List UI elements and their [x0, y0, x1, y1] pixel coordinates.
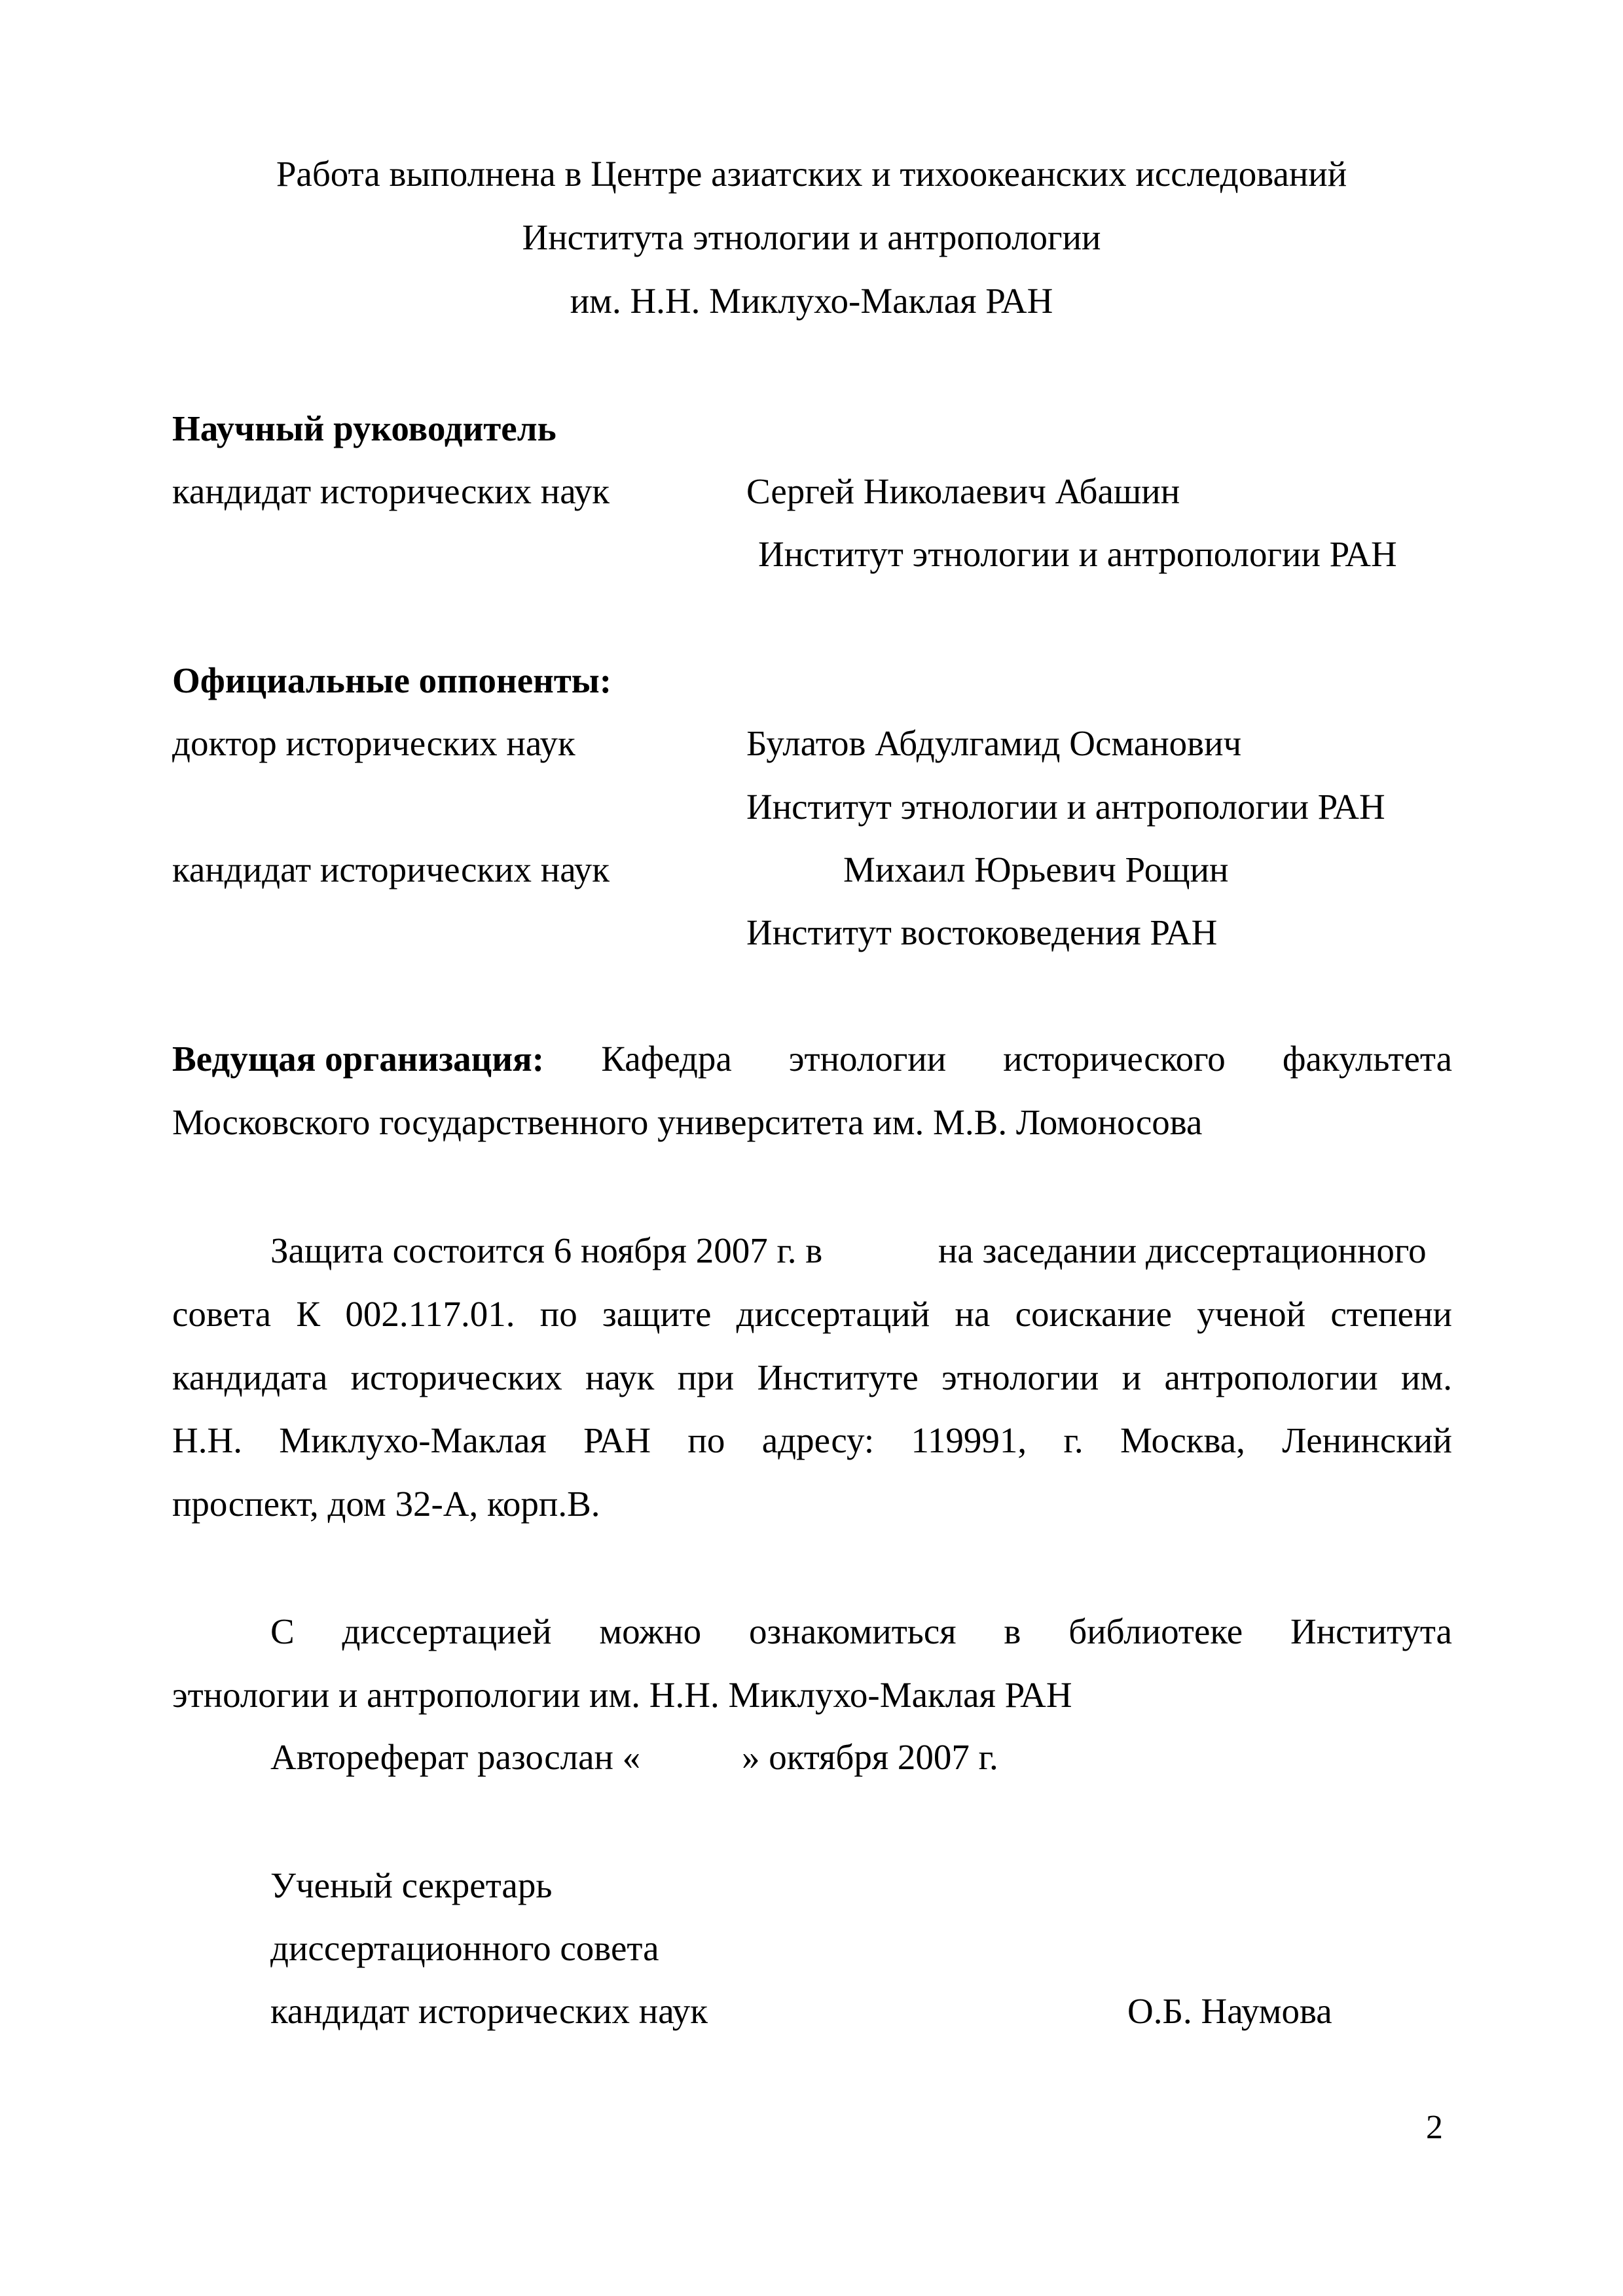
secretary-degree: кандидат исторических наук — [270, 1991, 708, 2031]
supervisor-degree: кандидат исторических наук — [172, 471, 610, 511]
supervisor-name: Сергей Николаевич Абашин — [746, 471, 1180, 511]
word: факультета — [1282, 1039, 1452, 1079]
word: Москва, — [1120, 1420, 1245, 1460]
secretary-council: диссертационного совета — [270, 1928, 659, 1968]
word: этнологии — [941, 1357, 1099, 1397]
header-line-1: Работа выполнена в Центре азиатских и тихоокеанских исследований — [276, 154, 1347, 194]
leading-org-line-2: Московского государственного университета им. М.В. Ломоносова — [172, 1102, 1203, 1142]
abstract-part-2: » октября 2007 г. — [742, 1737, 998, 1777]
leading-org-label: Ведущая организация: — [172, 1039, 545, 1079]
word: г. — [1063, 1420, 1084, 1460]
defense-line-4 — [172, 1419, 1452, 1462]
word: исторического — [1003, 1039, 1226, 1079]
word: исторических — [350, 1357, 562, 1397]
word: Ленинский — [1282, 1420, 1452, 1460]
word: по — [539, 1294, 577, 1334]
word: Н.Н. — [172, 1420, 242, 1460]
opponent-2-name: Михаил Юрьевич Рощин — [843, 850, 1229, 889]
word: 002.117.01. — [345, 1294, 515, 1334]
opponent-1-institution: Институт этнологии и антропологии РАН — [746, 787, 1385, 827]
defense-line-5: проспект, дом 32-А, корп.В. — [172, 1484, 600, 1524]
opponent-2-institution: Институт востоковедения РАН — [746, 912, 1218, 952]
word: при — [677, 1357, 735, 1397]
word: диссертацией — [342, 1611, 552, 1651]
word: 119991, — [911, 1420, 1027, 1460]
supervisor-heading: Научный руководитель — [172, 408, 556, 448]
word: этнологии — [788, 1039, 947, 1079]
word: ученой — [1197, 1294, 1306, 1334]
word: РАН — [583, 1420, 651, 1460]
word: совета — [172, 1294, 272, 1334]
word: антропологии — [1164, 1357, 1378, 1397]
word: можно — [599, 1611, 702, 1651]
word: К — [296, 1294, 321, 1334]
word: по — [687, 1420, 725, 1460]
word: наук — [585, 1357, 655, 1397]
word: Кафедра — [601, 1039, 732, 1079]
word: библиотеке — [1068, 1611, 1243, 1651]
word: им. — [1401, 1357, 1452, 1397]
secretary-title: Ученый секретарь — [270, 1865, 553, 1905]
header-line-2: Института этнологии и антропологии — [522, 217, 1101, 257]
word: ознакомиться — [749, 1611, 957, 1651]
secretary-name: О.Б. Наумова — [1127, 1991, 1332, 2031]
opponent-2-degree: кандидат исторических наук — [172, 850, 610, 889]
word: Институте — [757, 1357, 919, 1397]
opponents-heading: Официальные оппоненты: — [172, 660, 612, 700]
leading-org-line-1 — [172, 1037, 1452, 1081]
library-line-1 — [270, 1610, 1452, 1653]
defense-line-1-part-1: Защита состоится 6 ноября 2007 г. в — [270, 1230, 823, 1270]
word: соискание — [1015, 1294, 1172, 1334]
word: Института — [1290, 1611, 1452, 1651]
opponent-1-name: Булатов Абдулгамид Османович — [746, 723, 1242, 763]
opponent-1-degree: доктор исторических наук — [172, 723, 575, 763]
word: на — [955, 1294, 991, 1334]
word: адресу: — [761, 1420, 875, 1460]
word: диссертаций — [736, 1294, 930, 1334]
page-number: 2 — [1426, 2109, 1443, 2146]
word: Миклухо-Маклая — [279, 1420, 547, 1460]
library-line-2: этнологии и антропологии им. Н.Н. Миклухо-Маклая РАН — [172, 1675, 1072, 1715]
supervisor-institution: Институт этнологии и антропологии РАН — [758, 534, 1397, 574]
word: степени — [1330, 1294, 1452, 1334]
defense-line-2 — [172, 1293, 1452, 1336]
word: в — [1004, 1611, 1021, 1651]
word: кандидата — [172, 1357, 328, 1397]
word: и — [1122, 1357, 1142, 1397]
word: С — [270, 1611, 295, 1651]
defense-line-1-part-2: на заседании диссертационного — [938, 1230, 1427, 1270]
header-line-3: им. Н.Н. Миклухо-Маклая РАН — [570, 281, 1053, 321]
abstract-part-1: Автореферат разослан « — [270, 1737, 641, 1777]
defense-line-3 — [172, 1356, 1452, 1399]
word: защите — [602, 1294, 712, 1334]
